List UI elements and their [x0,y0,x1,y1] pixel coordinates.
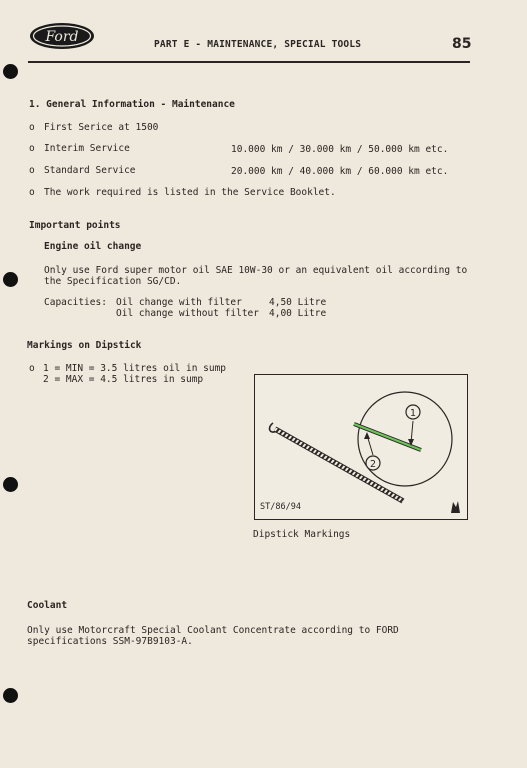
dipstick-line: 1 = MIN = 3.5 litres oil in sump [43,363,227,374]
figure-code: ST/86/94 [260,502,301,512]
paragraph-line: Only use Ford super motor oil SAE 10W-30 or an equivalent oil according to [44,265,468,276]
section-heading: Important points [29,220,121,231]
bullet: o [29,122,35,133]
capacity-value: 4,50 Litre [269,297,327,308]
section-heading: Coolant [27,600,68,611]
svg-text:Ford: Ford [45,29,79,45]
publisher-mark-icon [449,501,461,514]
binder-hole [3,688,18,703]
binder-hole [3,477,18,492]
list-item-label: The work required is listed in the Service Booklet. [44,187,336,198]
subheading: Engine oil change [44,241,142,252]
list-item-label: Standard Service [44,165,136,176]
capacity-value: 4,00 Litre [269,308,327,319]
section-heading: 1. General Information - Maintenance [29,99,235,110]
header-rule [28,61,470,63]
paragraph-line: Only use Motorcraft Special Coolant Concentrate according to FORD [27,625,399,636]
dipstick-figure [254,374,468,520]
list-item-label: Interim Service [44,143,130,154]
list-item-value: 20.000 km / 40.000 km / 60.000 km etc. [231,166,449,177]
capacities-label: Capacities: [44,297,107,308]
ford-logo-icon [29,22,95,50]
capacity-label: Oil change with filter [116,297,242,308]
dipstick-line: 2 = MAX = 4.5 litres in sump [43,374,204,385]
svg-text:1: 1 [409,408,417,419]
figure-caption: Dipstick Markings [253,529,351,540]
capacity-label: Oil change without filter [116,308,259,319]
binder-hole [3,64,18,79]
svg-text:2: 2 [369,459,377,470]
bullet: o [29,165,35,176]
binder-hole [3,272,18,287]
bullet: o [29,143,35,154]
page-number: 85 [452,36,472,52]
list-item-label: First Serice at 1500 [44,122,159,133]
bullet: o [29,363,35,374]
bullet: o [29,187,35,198]
dipstick-illustration [255,375,469,521]
section-heading: Markings on Dipstick [27,340,142,351]
paragraph-line: specifications SSM-97B9103-A. [27,636,193,647]
paragraph-line: the Specification SG/CD. [44,276,182,287]
list-item-value: 10.000 km / 30.000 km / 50.000 km etc. [231,144,449,155]
page-header-title: PART E - MAINTENANCE, SPECIAL TOOLS [154,39,362,50]
